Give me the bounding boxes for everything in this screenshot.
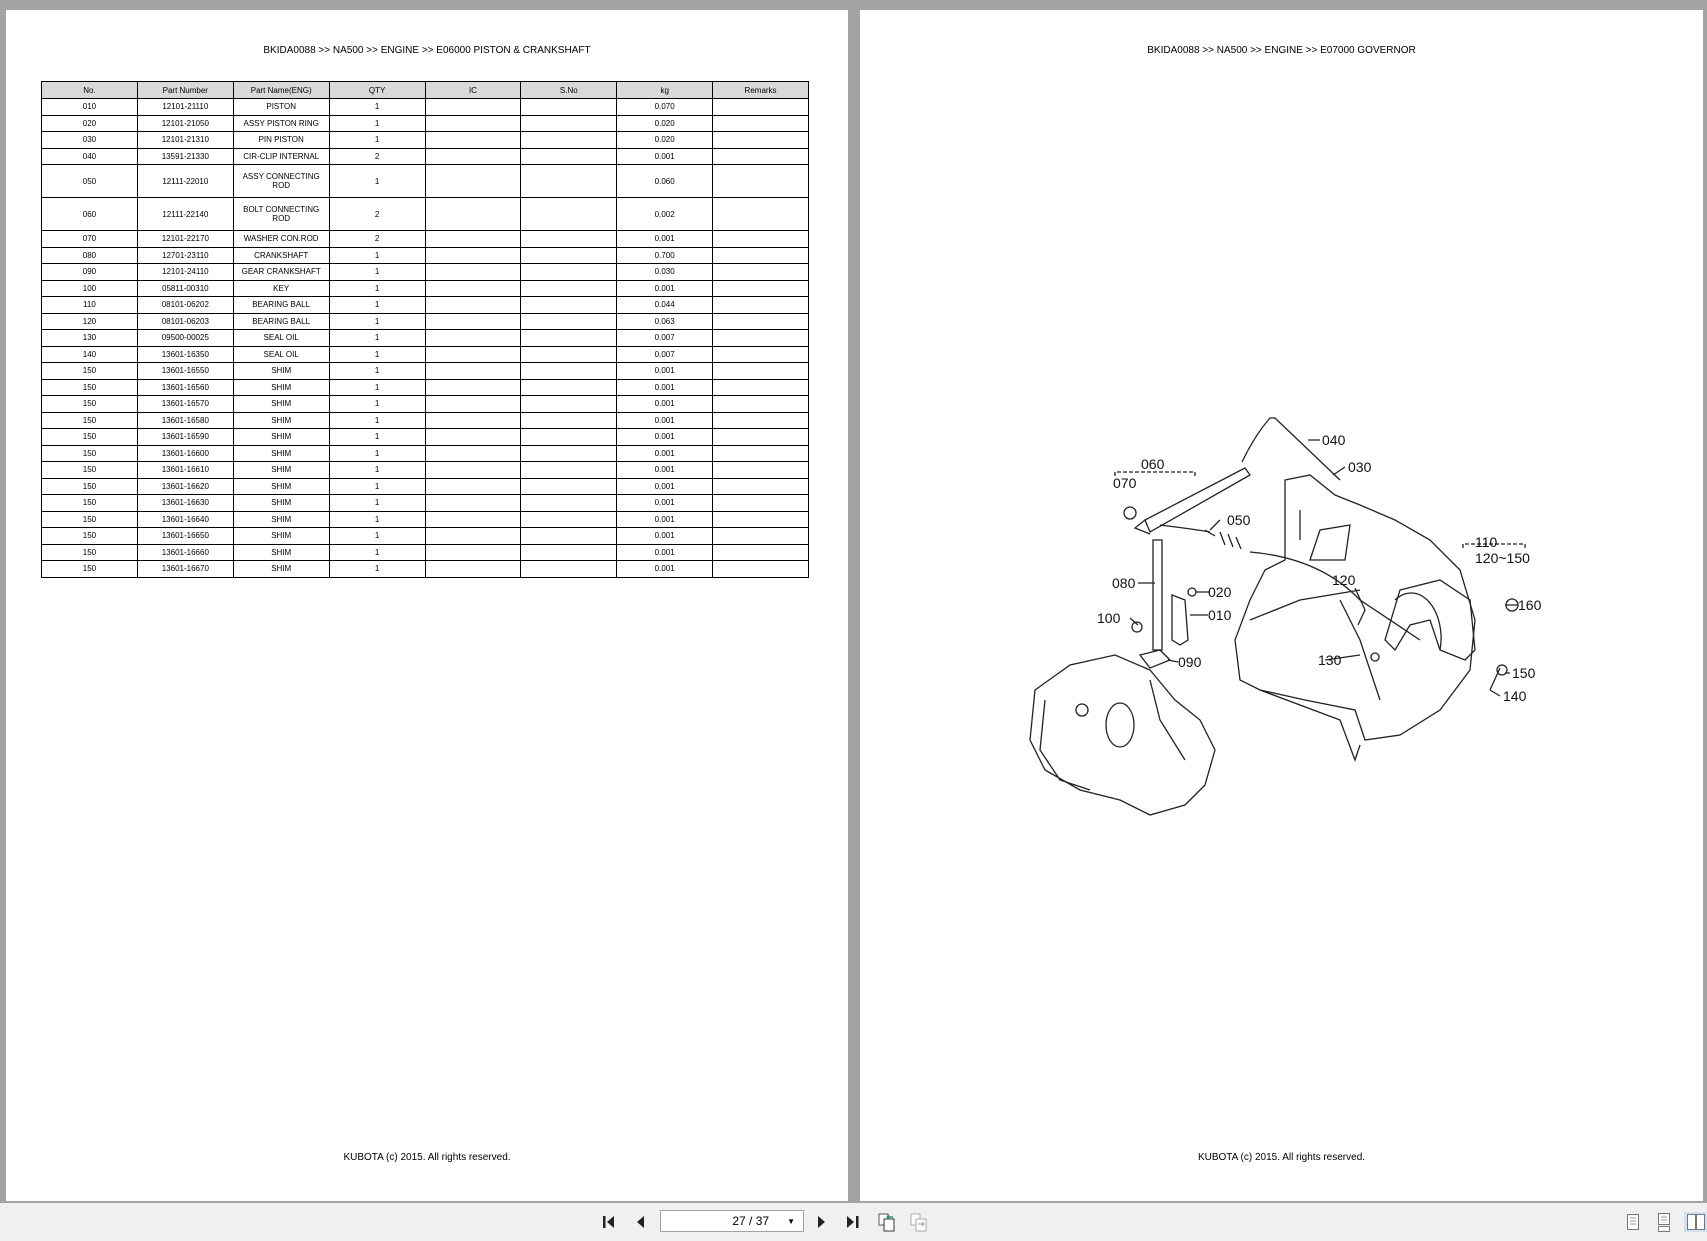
cell-qty: 1 (329, 561, 425, 578)
cell-kg: 0.030 (617, 264, 713, 281)
cell-kg: 0.001 (617, 561, 713, 578)
cell-kg: 0.001 (617, 280, 713, 297)
cell-part-name: BOLT CONNECTING ROD (233, 198, 329, 231)
cell-remarks (713, 264, 809, 281)
page-number-input[interactable] (660, 1210, 804, 1232)
cell-sno (521, 99, 617, 116)
table-row (42, 330, 809, 347)
cell-qty: 2 (329, 231, 425, 248)
callout-060: 060 (1141, 456, 1165, 472)
cell-part-name: SHIM (233, 396, 329, 413)
table-row (42, 247, 809, 264)
cell-kg: 0.020 (617, 115, 713, 132)
next-view-icon (909, 1212, 929, 1232)
cell-ic (425, 297, 521, 314)
cell-qty: 1 (329, 412, 425, 429)
page-indicator: 27 / 37 (732, 1214, 770, 1228)
cell-part-name: BEARING BALL (233, 297, 329, 314)
table-row (42, 99, 809, 116)
cell-kg: 0.020 (617, 132, 713, 149)
cell-sno (521, 297, 617, 314)
cell-kg: 0.001 (617, 445, 713, 462)
facing-pages-view-button[interactable] (1684, 1212, 1707, 1232)
previous-view-button[interactable] (876, 1212, 898, 1232)
cell-no: 060 (42, 198, 138, 231)
callout-100: 100 (1097, 610, 1121, 626)
cell-part-number: 09500-00025 (137, 330, 233, 347)
cell-qty: 1 (329, 396, 425, 413)
cell-part-number: 08101-06202 (137, 297, 233, 314)
cell-ic (425, 115, 521, 132)
cell-kg: 0.001 (617, 495, 713, 512)
table-row (42, 363, 809, 380)
table-row (42, 148, 809, 165)
single-page-icon (1626, 1213, 1640, 1231)
single-page-view-button[interactable] (1624, 1212, 1642, 1232)
last-page-button[interactable] (842, 1212, 862, 1232)
cell-remarks (713, 231, 809, 248)
cell-kg: 0.001 (617, 363, 713, 380)
cell-part-number: 13601-16350 (137, 346, 233, 363)
cell-remarks (713, 132, 809, 149)
page-footer: KUBOTA (c) 2015. All rights reserved. (1197, 1152, 1366, 1163)
cell-kg: 0.070 (617, 99, 713, 116)
table-row (42, 313, 809, 330)
cell-kg: 0.001 (617, 231, 713, 248)
cell-part-number: 12101-24110 (137, 264, 233, 281)
cell-ic (425, 99, 521, 116)
cell-part-number: 13601-16570 (137, 396, 233, 413)
callout-020: 020 (1208, 584, 1232, 600)
callout-150: 150 (1512, 665, 1536, 681)
cell-part-name: SHIM (233, 363, 329, 380)
cell-sno (521, 528, 617, 545)
cell-remarks (713, 511, 809, 528)
cell-remarks (713, 346, 809, 363)
table-row (42, 495, 809, 512)
cell-qty: 2 (329, 198, 425, 231)
table-row (42, 445, 809, 462)
cell-kg: 0.002 (617, 198, 713, 231)
cell-kg: 0.001 (617, 429, 713, 446)
cell-part-name: SEAL OIL (233, 330, 329, 347)
cell-remarks (713, 429, 809, 446)
cell-no: 150 (42, 478, 138, 495)
cell-sno (521, 561, 617, 578)
cell-sno (521, 313, 617, 330)
cell-part-number: 13601-16550 (137, 363, 233, 380)
cell-sno (521, 231, 617, 248)
cell-part-name: SHIM (233, 511, 329, 528)
cell-part-name: SHIM (233, 528, 329, 545)
cell-part-number: 13601-16560 (137, 379, 233, 396)
column-header: QTY (329, 82, 425, 99)
cell-part-name: SHIM (233, 478, 329, 495)
cell-qty: 1 (329, 544, 425, 561)
cell-ic (425, 561, 521, 578)
next-page-button[interactable] (814, 1212, 830, 1232)
column-header: kg (617, 82, 713, 99)
cell-kg: 0.001 (617, 511, 713, 528)
cell-qty: 1 (329, 511, 425, 528)
cell-no: 150 (42, 511, 138, 528)
cell-sno (521, 330, 617, 347)
cell-remarks (713, 99, 809, 116)
table-row (42, 462, 809, 479)
cell-no: 110 (42, 297, 138, 314)
cell-ic (425, 495, 521, 512)
cell-part-number: 13591-21330 (137, 148, 233, 165)
cell-part-number: 13601-16640 (137, 511, 233, 528)
cell-qty: 1 (329, 264, 425, 281)
cell-qty: 1 (329, 528, 425, 545)
prev-page-icon (634, 1214, 646, 1230)
cell-qty: 1 (329, 132, 425, 149)
cell-kg: 0.063 (617, 313, 713, 330)
cell-kg: 0.044 (617, 297, 713, 314)
column-header: Part Number (137, 82, 233, 99)
cell-sno (521, 495, 617, 512)
cell-ic (425, 478, 521, 495)
cell-remarks (713, 198, 809, 231)
last-page-icon (844, 1214, 860, 1230)
cell-ic (425, 148, 521, 165)
cell-kg: 0.007 (617, 330, 713, 347)
table-row (42, 528, 809, 545)
cell-qty: 1 (329, 495, 425, 512)
cell-kg: 0.001 (617, 379, 713, 396)
cell-part-name: ASSY CONNECTING ROD (233, 165, 329, 198)
right-page (860, 10, 1703, 1201)
cell-kg: 0.001 (617, 148, 713, 165)
table-row (42, 561, 809, 578)
chevron-down-icon[interactable]: ▼ (787, 1216, 795, 1226)
callout-090: 090 (1178, 654, 1202, 670)
cell-qty: 1 (329, 165, 425, 198)
cell-sno (521, 363, 617, 380)
cell-ic (425, 511, 521, 528)
callout-030: 030 (1348, 459, 1372, 475)
table-row (42, 396, 809, 413)
cell-part-number: 13601-16620 (137, 478, 233, 495)
cell-ic (425, 346, 521, 363)
cell-part-number: 12101-22170 (137, 231, 233, 248)
cell-no: 050 (42, 165, 138, 198)
cell-no: 150 (42, 396, 138, 413)
cell-qty: 1 (329, 313, 425, 330)
cell-ic (425, 231, 521, 248)
cell-ic (425, 198, 521, 231)
cell-ic (425, 528, 521, 545)
cell-ic (425, 264, 521, 281)
cell-ic (425, 462, 521, 479)
table-row (42, 297, 809, 314)
cell-no: 070 (42, 231, 138, 248)
cell-ic (425, 247, 521, 264)
governor-exploded-diagram (860, 10, 1703, 1201)
table-row (42, 429, 809, 446)
cell-part-number: 13601-16590 (137, 429, 233, 446)
cell-no: 150 (42, 379, 138, 396)
callout-050: 050 (1227, 512, 1251, 528)
cell-no: 150 (42, 561, 138, 578)
callout-080: 080 (1112, 575, 1136, 591)
cell-no: 150 (42, 544, 138, 561)
cell-remarks (713, 544, 809, 561)
page-footer: KUBOTA (c) 2015. All rights reserved. (343, 1152, 511, 1163)
cell-remarks (713, 478, 809, 495)
cell-sno (521, 429, 617, 446)
callout-120-150: 120~150 (1475, 550, 1530, 566)
left-page (6, 10, 848, 1201)
callout-160: 160 (1518, 597, 1542, 613)
continuous-icon (1657, 1212, 1671, 1232)
cell-kg: 0.001 (617, 412, 713, 429)
cell-part-number: 13601-16610 (137, 462, 233, 479)
cell-ic (425, 544, 521, 561)
cell-part-name: GEAR CRANKSHAFT (233, 264, 329, 281)
cell-ic (425, 132, 521, 149)
cell-no: 100 (42, 280, 138, 297)
navigation-toolbar (0, 1203, 1707, 1241)
cell-no: 120 (42, 313, 138, 330)
cell-remarks (713, 561, 809, 578)
cell-part-number: 12111-22140 (137, 198, 233, 231)
cell-sno (521, 115, 617, 132)
cell-part-name: WASHER CON.ROD (233, 231, 329, 248)
cell-sno (521, 165, 617, 198)
table-row (42, 379, 809, 396)
cell-remarks (713, 379, 809, 396)
cell-kg: 0.001 (617, 528, 713, 545)
cell-qty: 1 (329, 363, 425, 380)
cell-kg: 0.001 (617, 396, 713, 413)
next-page-icon (816, 1214, 828, 1230)
cell-remarks (713, 396, 809, 413)
cell-kg: 0.007 (617, 346, 713, 363)
cell-part-name: SHIM (233, 462, 329, 479)
cell-no: 030 (42, 132, 138, 149)
cell-remarks (713, 280, 809, 297)
cell-part-name: SHIM (233, 429, 329, 446)
cell-qty: 1 (329, 346, 425, 363)
cell-part-number: 12701-23110 (137, 247, 233, 264)
cell-part-number: 13601-16600 (137, 445, 233, 462)
cell-part-name: ASSY PISTON RING (233, 115, 329, 132)
cell-remarks (713, 528, 809, 545)
cell-part-name: SHIM (233, 445, 329, 462)
cell-remarks (713, 330, 809, 347)
cell-ic (425, 280, 521, 297)
cell-qty: 1 (329, 99, 425, 116)
cell-sno (521, 280, 617, 297)
cell-part-number: 13601-16660 (137, 544, 233, 561)
cell-no: 040 (42, 148, 138, 165)
cell-part-number: 08101-06203 (137, 313, 233, 330)
cell-remarks (713, 115, 809, 132)
cell-part-name: CIR-CLIP INTERNAL (233, 148, 329, 165)
table-row (42, 544, 809, 561)
cell-kg: 0.700 (617, 247, 713, 264)
previous-view-icon (877, 1212, 897, 1232)
cell-remarks (713, 363, 809, 380)
cell-part-name: SHIM (233, 495, 329, 512)
cell-no: 150 (42, 528, 138, 545)
callout-130: 130 (1318, 652, 1342, 668)
table-row (42, 346, 809, 363)
cell-qty: 1 (329, 280, 425, 297)
cell-remarks (713, 495, 809, 512)
cell-ic (425, 330, 521, 347)
table-row (42, 412, 809, 429)
cell-remarks (713, 148, 809, 165)
cell-remarks (713, 445, 809, 462)
callout-040: 040 (1322, 432, 1346, 448)
prev-page-button[interactable] (632, 1212, 648, 1232)
cell-part-name: KEY (233, 280, 329, 297)
cell-ic (425, 165, 521, 198)
cell-no: 150 (42, 412, 138, 429)
cell-ic (425, 379, 521, 396)
cell-remarks (713, 165, 809, 198)
cell-part-name: SHIM (233, 412, 329, 429)
table-row (42, 132, 809, 149)
cell-part-number: 13601-16650 (137, 528, 233, 545)
cell-qty: 1 (329, 445, 425, 462)
cell-no: 150 (42, 445, 138, 462)
cell-qty: 1 (329, 297, 425, 314)
cell-part-number: 12101-21310 (137, 132, 233, 149)
cell-qty: 1 (329, 429, 425, 446)
callout-140: 140 (1503, 688, 1527, 704)
table-row (42, 478, 809, 495)
cell-ic (425, 429, 521, 446)
page-header: BKIDA0088 >> NA500 >> ENGINE >> E06000 PISTON & CRANKSHAFT (263, 45, 591, 56)
cell-part-number: 13601-16670 (137, 561, 233, 578)
callout-070: 070 (1113, 475, 1137, 491)
cell-qty: 1 (329, 115, 425, 132)
cell-sno (521, 412, 617, 429)
cell-part-number: 13601-16580 (137, 412, 233, 429)
parts-table (41, 81, 809, 578)
cell-kg: 0.001 (617, 544, 713, 561)
cell-sno (521, 511, 617, 528)
continuous-view-button[interactable] (1655, 1212, 1673, 1232)
cell-qty: 1 (329, 247, 425, 264)
cell-qty: 1 (329, 379, 425, 396)
column-header: S.No (521, 82, 617, 99)
cell-part-name: SHIM (233, 379, 329, 396)
cell-sno (521, 264, 617, 281)
cell-sno (521, 247, 617, 264)
cell-no: 150 (42, 363, 138, 380)
cell-part-name: PIN PISTON (233, 132, 329, 149)
cell-no: 130 (42, 330, 138, 347)
cell-sno (521, 346, 617, 363)
cell-no: 090 (42, 264, 138, 281)
cell-sno (521, 132, 617, 149)
cell-no: 150 (42, 462, 138, 479)
cell-part-name: SHIM (233, 561, 329, 578)
table-row (42, 264, 809, 281)
cell-sno (521, 462, 617, 479)
cell-no: 150 (42, 429, 138, 446)
cell-sno (521, 198, 617, 231)
cell-remarks (713, 313, 809, 330)
cell-ic (425, 445, 521, 462)
table-row (42, 511, 809, 528)
cell-sno (521, 478, 617, 495)
column-header: Remarks (713, 82, 809, 99)
table-header-row (42, 82, 809, 99)
cell-sno (521, 396, 617, 413)
first-page-icon (602, 1214, 618, 1230)
cell-qty: 1 (329, 478, 425, 495)
column-header: No. (42, 82, 138, 99)
column-header: IC (425, 82, 521, 99)
cell-remarks (713, 297, 809, 314)
cell-remarks (713, 412, 809, 429)
page-header: BKIDA0088 >> NA500 >> ENGINE >> E07000 GOVERNOR (1147, 45, 1416, 56)
cell-qty: 1 (329, 462, 425, 479)
cell-part-number: 12101-21050 (137, 115, 233, 132)
cell-part-number: 12101-21110 (137, 99, 233, 116)
cell-sno (521, 379, 617, 396)
cell-ic (425, 313, 521, 330)
callout-110: 110 (1475, 534, 1498, 550)
next-view-button[interactable] (908, 1212, 930, 1232)
cell-kg: 0.060 (617, 165, 713, 198)
table-row (42, 231, 809, 248)
cell-qty: 2 (329, 148, 425, 165)
table-row (42, 198, 809, 231)
cell-part-number: 12111-22010 (137, 165, 233, 198)
column-header: Part Name(ENG) (233, 82, 329, 99)
cell-no: 080 (42, 247, 138, 264)
cell-part-name: BEARING BALL (233, 313, 329, 330)
table-row (42, 165, 809, 198)
cell-part-number: 13601-16630 (137, 495, 233, 512)
callout-010: 010 (1208, 607, 1232, 623)
table-row (42, 280, 809, 297)
cell-no: 140 (42, 346, 138, 363)
cell-part-name: PISTON (233, 99, 329, 116)
cell-qty: 1 (329, 330, 425, 347)
callout-120: 120 (1332, 572, 1356, 588)
cell-part-number: 05811-00310 (137, 280, 233, 297)
cell-remarks (713, 462, 809, 479)
cell-part-name: SEAL OIL (233, 346, 329, 363)
cell-part-name: CRANKSHAFT (233, 247, 329, 264)
facing-pages-icon (1686, 1213, 1706, 1231)
cell-no: 150 (42, 495, 138, 512)
cell-kg: 0.001 (617, 478, 713, 495)
cell-part-name: SHIM (233, 544, 329, 561)
cell-sno (521, 148, 617, 165)
cell-ic (425, 396, 521, 413)
table-row (42, 115, 809, 132)
cell-ic (425, 363, 521, 380)
cell-kg: 0.001 (617, 462, 713, 479)
cell-ic (425, 412, 521, 429)
first-page-button[interactable] (600, 1212, 620, 1232)
cell-sno (521, 445, 617, 462)
cell-remarks (713, 247, 809, 264)
cell-no: 020 (42, 115, 138, 132)
cell-no: 010 (42, 99, 138, 116)
cell-sno (521, 544, 617, 561)
